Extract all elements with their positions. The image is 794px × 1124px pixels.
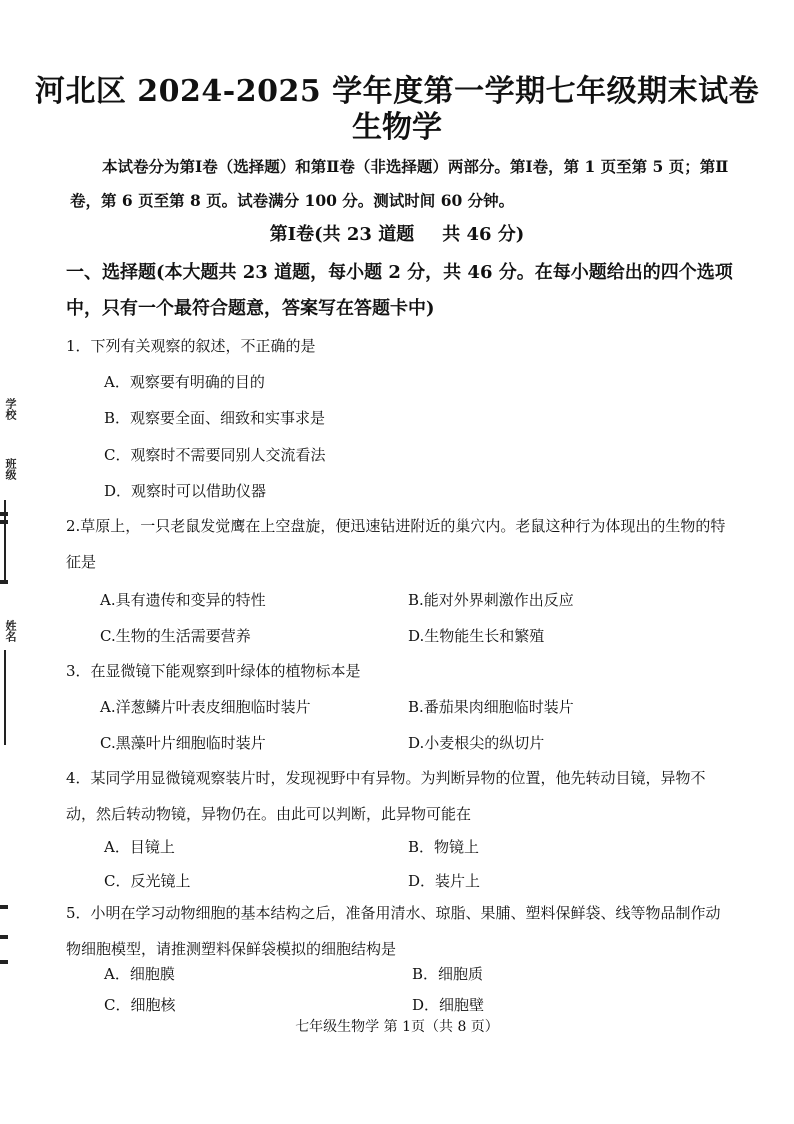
part-title (0, 220, 794, 246)
question-5-option-c: C．细胞核 (104, 996, 176, 1014)
question-5-option-a: A．细胞膜 (104, 965, 175, 983)
margin-class-label: 班级 (4, 458, 17, 480)
margin-mark (0, 580, 8, 584)
part-title-left: 第Ⅰ卷(共 23 道题 (269, 224, 415, 245)
exam-subject: 生物学 (352, 110, 442, 145)
question-4-option-a: A．目镜上 (104, 838, 175, 856)
margin-mark (0, 905, 8, 909)
question-4-option-c: C．反光镜上 (104, 872, 191, 890)
question-1-stem: 1．下列有关观察的叙述，不正确的是 (66, 337, 316, 355)
question-2-option-d: D.生物能生长和繁殖 (408, 627, 545, 645)
question-1-option-b: B．观察要全面、细致和实事求是 (104, 409, 326, 427)
question-5-option-b: B．细胞质 (412, 965, 484, 983)
margin-mark (0, 520, 8, 524)
margin-mark (0, 960, 8, 964)
question-1-option-a: A．观察要有明确的目的 (104, 373, 265, 391)
question-2-option-a: A.具有遗传和变异的特性 (100, 591, 266, 609)
question-3-stem: 3．在显微镜下能观察到叶绿体的植物标本是 (66, 662, 361, 680)
margin-mark (0, 512, 8, 516)
section-heading: 一、选择题(本大题共 23 道题，每小题 2 分，共 46 分。在每小题给出的四个选项中，只有一个最符合题意，答案写在答题卡中) (66, 262, 733, 319)
part-title-right: 共 46 分) (442, 224, 525, 245)
question-2-option-b: B.能对外界刺激作出反应 (408, 591, 574, 609)
margin-mark (0, 935, 8, 939)
question-5-stem: 5．小明在学习动物细胞的基本结构之后，准备用清水、琼脂、果脯、塑料保鲜袋、线等物品制作动物细胞模型，请推测塑料保鲜袋模拟的细胞结构是 (66, 904, 721, 958)
question-3-option-c: C.黑藻叶片细胞临时装片 (100, 734, 266, 752)
question-4-option-b: B．物镜上 (408, 838, 480, 856)
exam-title: 河北区 2024-2025 学年度第一学期七年级期末试卷 (34, 74, 760, 109)
question-4-stem: 4．某同学用显微镜观察装片时，发现视野中有异物。为判断异物的位置，他先转动目镜，异物不动，然后转动物镜，异物仍在。由此可以判断，此异物可能在 (66, 769, 706, 823)
margin-school-label: 学校 (4, 398, 17, 420)
question-3-option-d: D.小麦根尖的纵切片 (408, 734, 545, 752)
question-2-stem: 2.草原上，一只老鼠发觉鹰在上空盘旋，便迅速钻进附近的巢穴内。老鼠这种行为体现出的生物的特征是 (66, 517, 726, 571)
exam-instructions: 本试卷分为第Ⅰ卷（选择题）和第Ⅱ卷（非选择题）两部分。第Ⅰ卷，第 1 页至第 5 页；第Ⅱ卷，第 6 页至第 8 页。试卷满分 100 分。测试时间 60 分钟。 (70, 157, 729, 210)
question-4-option-d: D．装片上 (408, 872, 481, 890)
question-2-option-c: C.生物的生活需要营养 (100, 627, 251, 645)
question-3-option-a: A.洋葱鳞片叶表皮细胞临时装片 (100, 698, 311, 716)
margin-name-label: 姓名 (4, 620, 17, 642)
question-5-option-d: D．细胞壁 (412, 996, 485, 1014)
question-1-option-c: C．观察时不需要同别人交流看法 (104, 446, 326, 464)
question-3-option-b: B.番茄果肉细胞临时装片 (408, 698, 574, 716)
question-1-option-d: D．观察时可以借助仪器 (104, 482, 267, 500)
margin-line (4, 650, 6, 745)
page-footer: 七年级生物学 第 1页（共 8 页） (295, 1019, 499, 1035)
